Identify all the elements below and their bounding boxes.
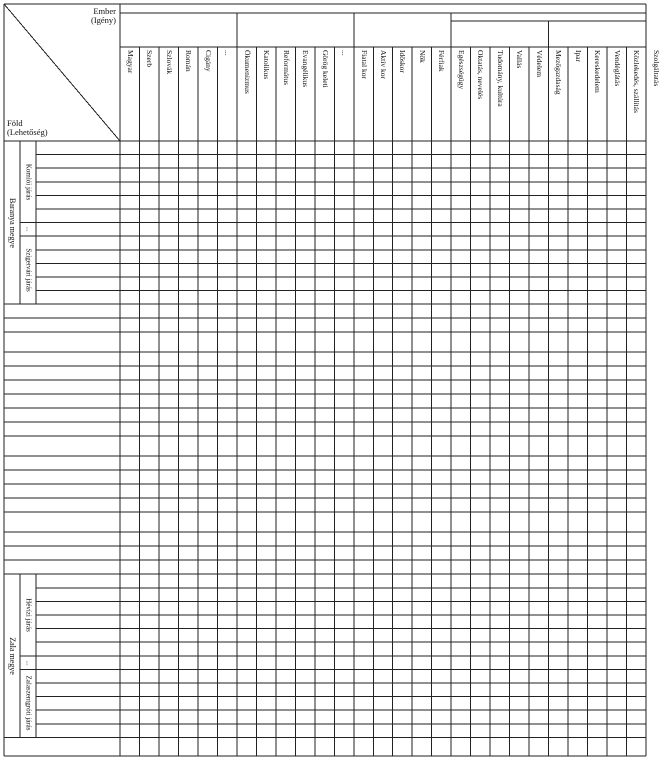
place-name	[36, 209, 120, 223]
column-header	[627, 47, 646, 141]
header-group-2	[354, 21, 451, 47]
column-header-label: Vendéglátás	[612, 50, 622, 87]
county-row-label	[4, 332, 120, 352]
column-header-label: Vallás	[515, 50, 525, 69]
county-row-label	[4, 394, 120, 408]
column-header-label: Időskor	[398, 50, 408, 73]
column-header-label: ...	[339, 50, 349, 56]
place-name	[36, 195, 120, 209]
district-name: ...	[24, 226, 33, 233]
allocation-table	[4, 4, 661, 756]
header-group-1	[237, 21, 354, 47]
column-header-label: ...	[223, 50, 233, 56]
corner-top-label: Ember (Igény)	[90, 6, 116, 25]
district-label	[20, 669, 36, 737]
place-name	[36, 615, 120, 629]
column-header	[471, 47, 490, 141]
column-header	[120, 47, 139, 141]
column-header	[178, 47, 197, 141]
column-header-label: Görög keleti	[320, 50, 330, 88]
county-row-label	[4, 366, 120, 380]
place-name	[36, 168, 120, 182]
column-header	[373, 47, 392, 141]
column-header	[295, 47, 314, 141]
county-row-label	[4, 436, 120, 456]
district-label	[20, 141, 36, 223]
column-header-label: Tudomány, kultúra	[495, 50, 505, 107]
place-name	[36, 236, 120, 250]
column-header-label: Szolgáltatás	[651, 50, 661, 87]
place-name	[36, 629, 120, 643]
column-header	[354, 47, 373, 141]
district-label	[20, 574, 36, 656]
county-row-label	[4, 532, 120, 546]
place-name	[36, 277, 120, 291]
column-header-label: Egészségügy	[456, 50, 466, 90]
county-row-label	[4, 352, 120, 366]
column-header-label: Szlovák	[164, 50, 174, 75]
column-header-label: Szerb	[145, 50, 155, 68]
county-name: Baranya megye	[8, 197, 18, 248]
district-name: Szigetvári járás	[24, 248, 33, 292]
column-header-label: Magyar	[125, 50, 135, 74]
place-name	[36, 574, 120, 588]
column-header	[159, 47, 178, 141]
column-header	[276, 47, 295, 141]
column-header	[588, 47, 607, 141]
county-row-label	[4, 512, 120, 532]
county-row-label	[4, 484, 120, 498]
district-label	[20, 656, 36, 670]
county-row-label	[4, 546, 120, 560]
column-header-label: Férfiak	[437, 50, 447, 72]
column-header-label: Ökumenizmus	[242, 50, 252, 94]
district-name: Zalaszentgróti járás	[24, 675, 33, 731]
column-header-label: Kereskedelem	[593, 50, 603, 93]
county-row-label	[4, 456, 120, 470]
header-group-0	[120, 21, 237, 47]
column-header	[549, 47, 568, 141]
county-row-label	[4, 380, 120, 394]
column-header-label: Védelem	[534, 50, 544, 78]
place-name	[36, 642, 120, 656]
district-name: ...	[24, 659, 33, 666]
header-sub-1	[549, 21, 665, 47]
column-header-label: Cigány	[203, 50, 213, 72]
column-header-label: Mezőgazdaság	[554, 50, 564, 95]
district-name: Hévízi járás	[24, 598, 33, 632]
header-sub-0	[451, 21, 548, 47]
place-name	[36, 656, 120, 670]
county-row-label	[4, 560, 120, 574]
column-header-label: Román	[184, 50, 194, 72]
column-header	[646, 47, 665, 141]
place-name	[36, 588, 120, 602]
place-name	[36, 724, 120, 738]
place-name	[36, 669, 120, 683]
column-header	[315, 47, 334, 141]
column-header	[393, 47, 412, 141]
column-header-label: Fiatal kor	[359, 50, 369, 79]
column-header	[510, 47, 529, 141]
column-header	[490, 47, 509, 141]
column-header-label: Aktív kor	[378, 50, 388, 79]
place-name	[36, 155, 120, 169]
column-header-label: Evangélikus	[301, 50, 310, 88]
column-header	[451, 47, 470, 141]
county-row-label	[4, 318, 120, 332]
district-label	[20, 223, 36, 237]
header-title	[120, 4, 646, 13]
column-header	[529, 47, 548, 141]
column-header-label: Katolikus	[262, 50, 272, 80]
column-header	[334, 47, 353, 141]
county-row-label	[4, 470, 120, 484]
place-name	[36, 710, 120, 724]
place-name	[36, 683, 120, 697]
column-header	[432, 47, 451, 141]
column-header	[607, 47, 626, 141]
district-label	[20, 236, 36, 304]
column-header	[256, 47, 275, 141]
header-hivatasok	[451, 13, 646, 21]
county-row-label	[4, 408, 120, 422]
place-name	[36, 601, 120, 615]
column-header-label: Közlekedés, szállítás	[632, 50, 642, 113]
column-header-label: Ipar	[573, 50, 583, 63]
place-name	[36, 250, 120, 264]
county-row-label	[4, 498, 120, 512]
column-header	[412, 47, 431, 141]
column-header-label: Oktatás, nevelés	[476, 50, 486, 100]
place-name	[36, 223, 120, 237]
county-name: Zala megye	[8, 637, 18, 675]
place-name	[36, 291, 120, 305]
county-row-label	[4, 422, 120, 436]
county-band-zala	[4, 574, 20, 737]
column-header	[198, 47, 217, 141]
county-row-label	[4, 304, 120, 318]
column-header	[568, 47, 587, 141]
place-name	[36, 697, 120, 711]
district-name: Komlói járás	[24, 163, 33, 200]
place-name	[36, 141, 120, 155]
column-header	[237, 47, 256, 141]
column-header-label: Református	[281, 50, 291, 85]
column-header	[217, 47, 236, 141]
corner-bottom-label: Föld (Lehetőség)	[7, 118, 48, 137]
county-band-baranya	[4, 141, 20, 304]
place-name	[36, 263, 120, 277]
column-header	[139, 47, 158, 141]
place-name	[36, 182, 120, 196]
column-header-label: Nők	[417, 50, 427, 63]
